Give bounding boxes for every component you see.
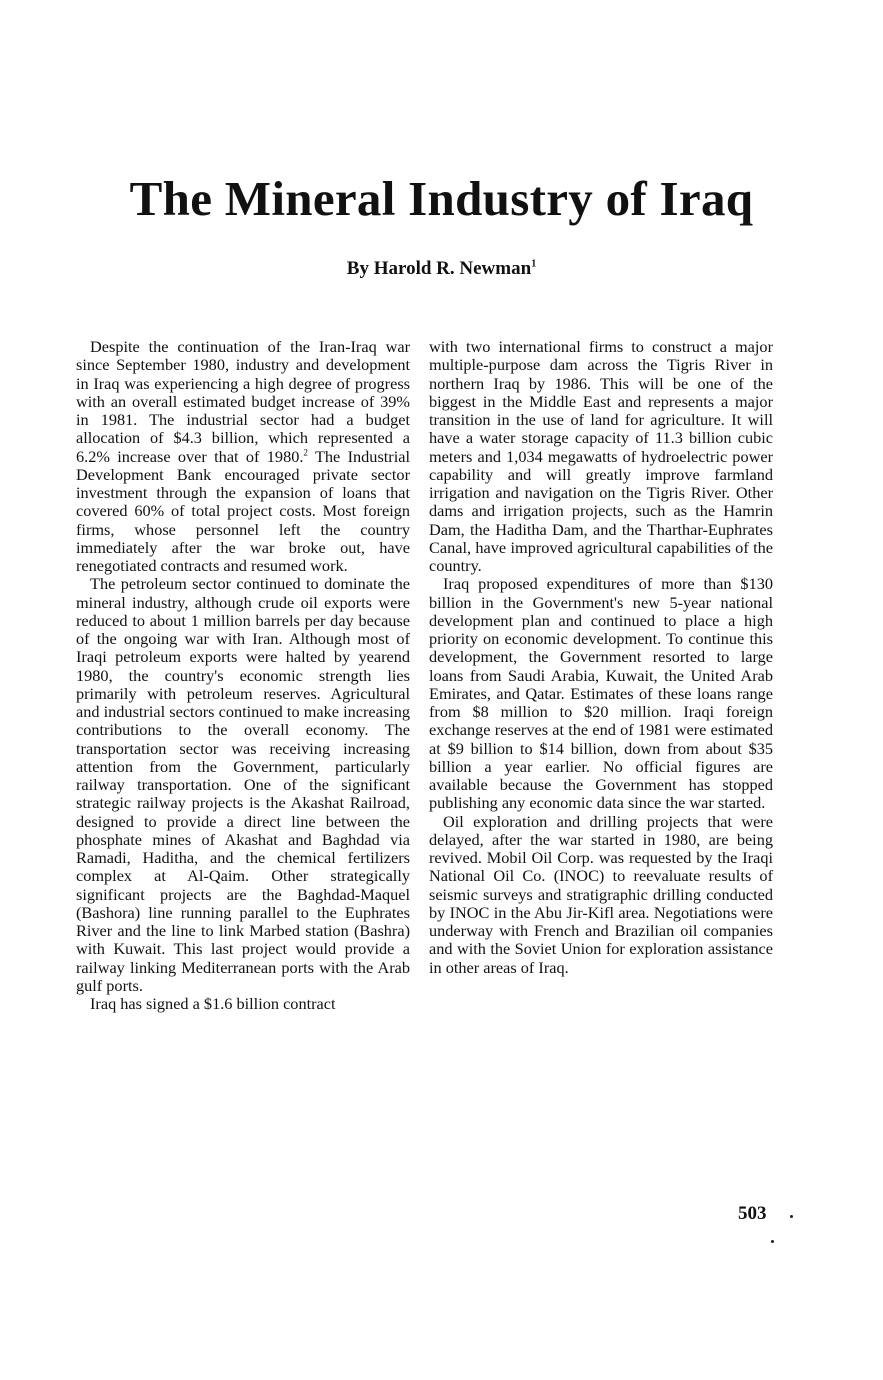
article-author: [0, 258, 883, 280]
paragraph-3-start: Iraq has signed a $1.6 billion contract: [90, 994, 336, 1013]
paragraph-2: The petroleum sector continued to dominate the mineral industry, although crude oil exports were reduced to about 1 million barrels per day because of the ongoing war with Iran. Although most of Iraqi petroleum exports were halted by yearend 1980, the country's economic strength lies primarily with petroleum reserves. Agricultural and industrial sectors continued to make increasing contributions to the overall economy. The transportation sector was receiving increasing attention from the Government, particularly railway transportation. One of the significant strategic railway projects is the Akashat Railroad, designed to provide a direct line between the phosphate mines of Akashat and Baghdad via Ramadi, Haditha, and the chemical fertilizers complex at Al-Qaim. Other strategically significant projects are the Baghdad-Maquel (Bashora) line running parallel to the Euphrates River and the line to link Marbed station (Bashra) with Kuwait. This last project would provide a railway linking Mediterranean ports with the Arab gulf ports.: [76, 574, 410, 995]
scan-speck: [790, 1215, 793, 1218]
author-name: By Harold R. Newman: [346, 258, 532, 279]
paragraph-1-text-a: Despite the continuation of the Iran-Iraq war since September 1980, industry and development in Iraq was experiencing a high degree of progress with an overall estimated budget increase of 39% in 1981. The industrial sector had a budget allocation of $4.3 billion, which represented a 6.2% increase over that of 1980.: [76, 337, 410, 466]
author-footnote-marker: 1: [531, 258, 537, 270]
paragraph-1-text-b: The Industrial Development Bank encouraged private sector investment through the expansion of loans that covered 60% of total project costs. Most foreign firms, whose personnel left the country immediately after the war broke out, have renegotiated contracts and resumed work.: [76, 446, 410, 575]
left-column: [76, 338, 410, 1013]
paragraph-1: [76, 338, 410, 575]
paragraph-3-continued: with two international firms to construct a major multiple-purpose dam across the Tigris River in northern Iraq by 1986. This will be one of the biggest in the Middle East and represents a major transition in the use of land for agriculture. It will have a water storage capacity of 11.3 billion cubic meters and 1,034 megawatts of hydroelectric power capability and will greatly improve farmland irrigation and navigation on the Tigris River. Other dams and irrigation projects, such as the Hamrin Dam, the Haditha Dam, and the Tharthar-Euphrates Canal, have improved agricultural capabilities of the country.: [429, 337, 773, 575]
right-column: [429, 338, 773, 977]
paragraph-5: Oil exploration and drilling projects that were delayed, after the war started in 1980, are being revived. Mobil Oil Corp. was requested by the Iraqi National Oil Co. (INOC) to reevaluate results of seismic surveys and stratigraphic drilling conducted by INOC in the Abu Jir-Kifl area. Negotiations were underway with French and Brazilian oil companies and with the Soviet Union for exploration assistance in other areas of Iraq.: [429, 811, 773, 977]
scan-speck: [771, 1240, 774, 1243]
paragraph-4: Iraq proposed expenditures of more than $130 billion in the Government's new 5-year national development plan and continued to place a high priority on economic development. To continue this development, the Government resorted to large loans from Saudi Arabia, Kuwait, the United Arab Emirates, and Qatar. Estimates of these loans range from $8 million to $20 million. Iraqi foreign exchange reserves at the end of 1981 were estimated at $9 billion to $14 billion, down from about $35 billion a year earlier. No official figures are available because the Government has stopped publishing any economic data since the war started.: [429, 574, 773, 813]
article-title: The Mineral Industry of Iraq: [129, 171, 754, 226]
page-number: 503: [738, 1203, 767, 1224]
footnote-marker-2: 2: [303, 447, 308, 458]
